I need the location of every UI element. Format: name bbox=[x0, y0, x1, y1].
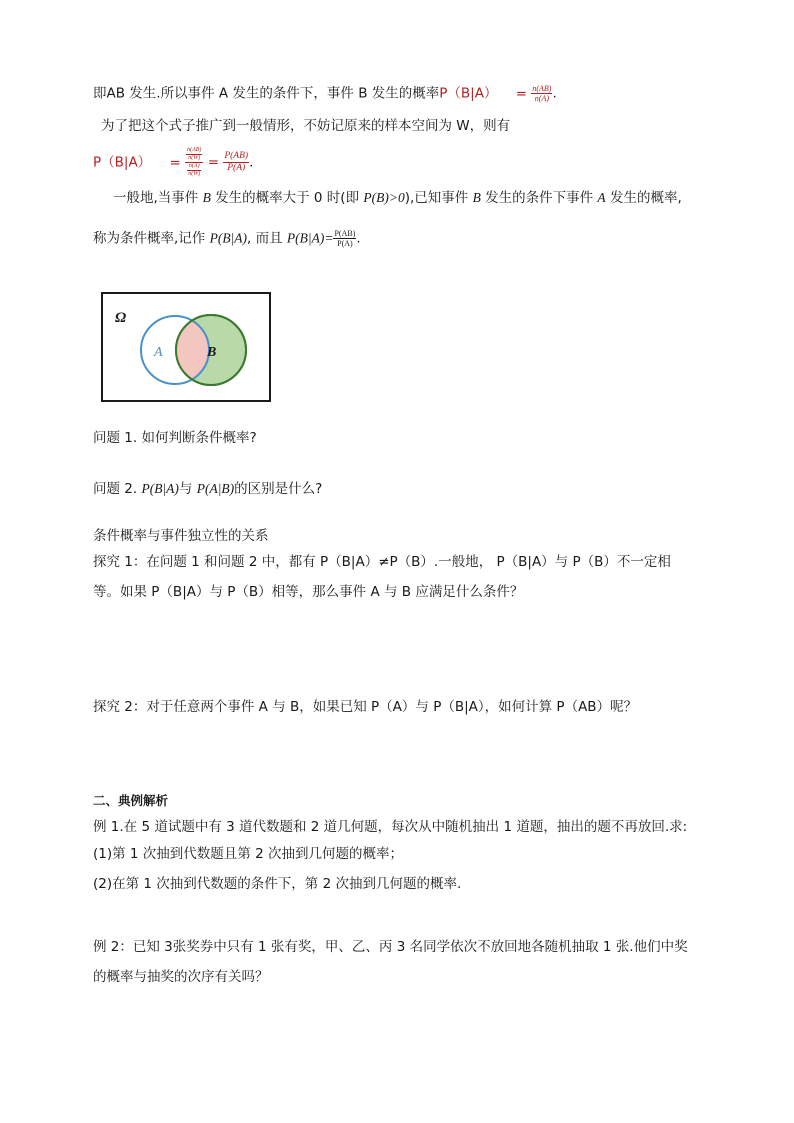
example-1-line-1: 例 1.在 5 道试题中有 3 道代数题和 2 道几何题，每次从中随机抽出 1 道题，抽出的题不再放回.求: bbox=[93, 819, 688, 835]
text: ),已知事件 bbox=[404, 190, 473, 206]
example-2-line-1: 例 2：已知 3张奖券中只有 1 张有奖，甲、乙、丙 3 名同学依次不放回地各随机抽取 1 张.他们中奖 bbox=[93, 939, 688, 955]
line-1-pba: P（B|A） bbox=[439, 85, 498, 102]
omega-label: Ω bbox=[115, 310, 127, 326]
line-3-fraction bbox=[223, 151, 249, 174]
var-b: B bbox=[202, 190, 211, 205]
explore-1-line-2: 等。如果 P（B|A）与 P（B）相等，那么事件 A 与 B 应满足什么条件？ bbox=[93, 584, 524, 600]
line-5 bbox=[93, 229, 361, 248]
line-3-end: . bbox=[249, 154, 254, 171]
text: 的区别是什么? bbox=[234, 481, 323, 497]
label-b: B bbox=[207, 345, 217, 360]
text: 一般地,当事件 bbox=[113, 190, 203, 206]
text: 发生的概率, bbox=[605, 190, 682, 206]
inner-fraction-bottom bbox=[187, 163, 201, 178]
line-1-fraction bbox=[531, 84, 552, 103]
line-3-eq2: = bbox=[207, 154, 220, 171]
inner-bottom-num: n(A) bbox=[188, 163, 200, 169]
frac-denominator: P(A) bbox=[227, 163, 246, 173]
line-1-text: 即AB 发生.所以事件 A 发生的条件下，事件 B 发生的概率 bbox=[93, 85, 440, 102]
var-b: B bbox=[472, 190, 481, 205]
frac-numerator: P(AB) bbox=[334, 229, 356, 238]
line-1-eq: = bbox=[515, 85, 528, 102]
question-2 bbox=[93, 480, 322, 498]
line-5-end: . bbox=[356, 230, 361, 247]
frac-denominator: P(A) bbox=[337, 239, 353, 248]
label-a: A bbox=[154, 345, 163, 360]
question-1: 问题 1. 如何判断条件概率? bbox=[93, 430, 257, 446]
expr-pba2: P(B|A)= bbox=[286, 230, 334, 246]
compound-denominator bbox=[185, 163, 203, 178]
section-relation-heading: 条件概率与事件独立性的关系 bbox=[93, 528, 269, 544]
frac-numerator: P(AB) bbox=[224, 151, 249, 161]
text: 发生的条件下事件 bbox=[480, 190, 598, 206]
text: , 而且 bbox=[247, 230, 287, 247]
frac-numerator: n(AB) bbox=[532, 84, 552, 93]
line-3-compound-fraction bbox=[185, 147, 203, 178]
example-1-line-2: (1)第 1 次抽到代数题且第 2 次抽到几何题的概率； bbox=[93, 846, 403, 862]
explore-1-line-1: 探究 1：在问题 1 和问题 2 中，都有 P（B|A）≠P（B）.一般地， P（B|A）与 P（B）不一定相 bbox=[93, 554, 671, 570]
text: 称为条件概率,记作 bbox=[93, 230, 210, 247]
line-1 bbox=[93, 84, 557, 103]
text: 发生的概率大于 0 时(即 bbox=[210, 190, 364, 206]
inner-fraction-top bbox=[186, 147, 202, 162]
example-2-line-2: 的概率与抽奖的次序有关吗？ bbox=[93, 969, 269, 985]
example-1-line-3: (2)在第 1 次抽到代数题的条件下，第 2 次抽到几何题的概率. bbox=[93, 876, 462, 892]
inner-top-den: n(W) bbox=[188, 155, 201, 161]
line-3-eq: = bbox=[169, 154, 181, 171]
section-2-heading: 二、典例解析 bbox=[93, 793, 169, 808]
line-5-fraction bbox=[333, 229, 356, 248]
text: 与 bbox=[178, 481, 197, 497]
expr: P(A|B) bbox=[196, 481, 235, 496]
compound-numerator bbox=[185, 147, 203, 163]
var-a: A bbox=[597, 190, 606, 205]
inner-top-num: n(AB) bbox=[187, 147, 202, 153]
expr-pb: P(B)>0 bbox=[363, 190, 405, 205]
line-1-end: . bbox=[552, 85, 557, 102]
line-4 bbox=[113, 189, 682, 207]
text: 问题 2. bbox=[93, 481, 142, 497]
venn-diagram bbox=[101, 292, 273, 404]
explore-2: 探究 2：对于任意两个事件 A 与 B，如果已知 P（A）与 P（B|A），如何计算 P（AB）呢？ bbox=[93, 699, 638, 715]
line-3 bbox=[93, 147, 253, 178]
frac-denominator: n(A) bbox=[534, 94, 549, 103]
inner-bottom-den: n(W) bbox=[188, 171, 201, 177]
expr-pba: P(B|A) bbox=[209, 230, 248, 246]
line-3-pba: P（B|A） bbox=[93, 154, 152, 171]
expr: P(B|A) bbox=[141, 481, 179, 496]
line-2: 为了把这个式子推广到一般情形，不妨记原来的样本空间为 W，则有 bbox=[101, 118, 511, 134]
